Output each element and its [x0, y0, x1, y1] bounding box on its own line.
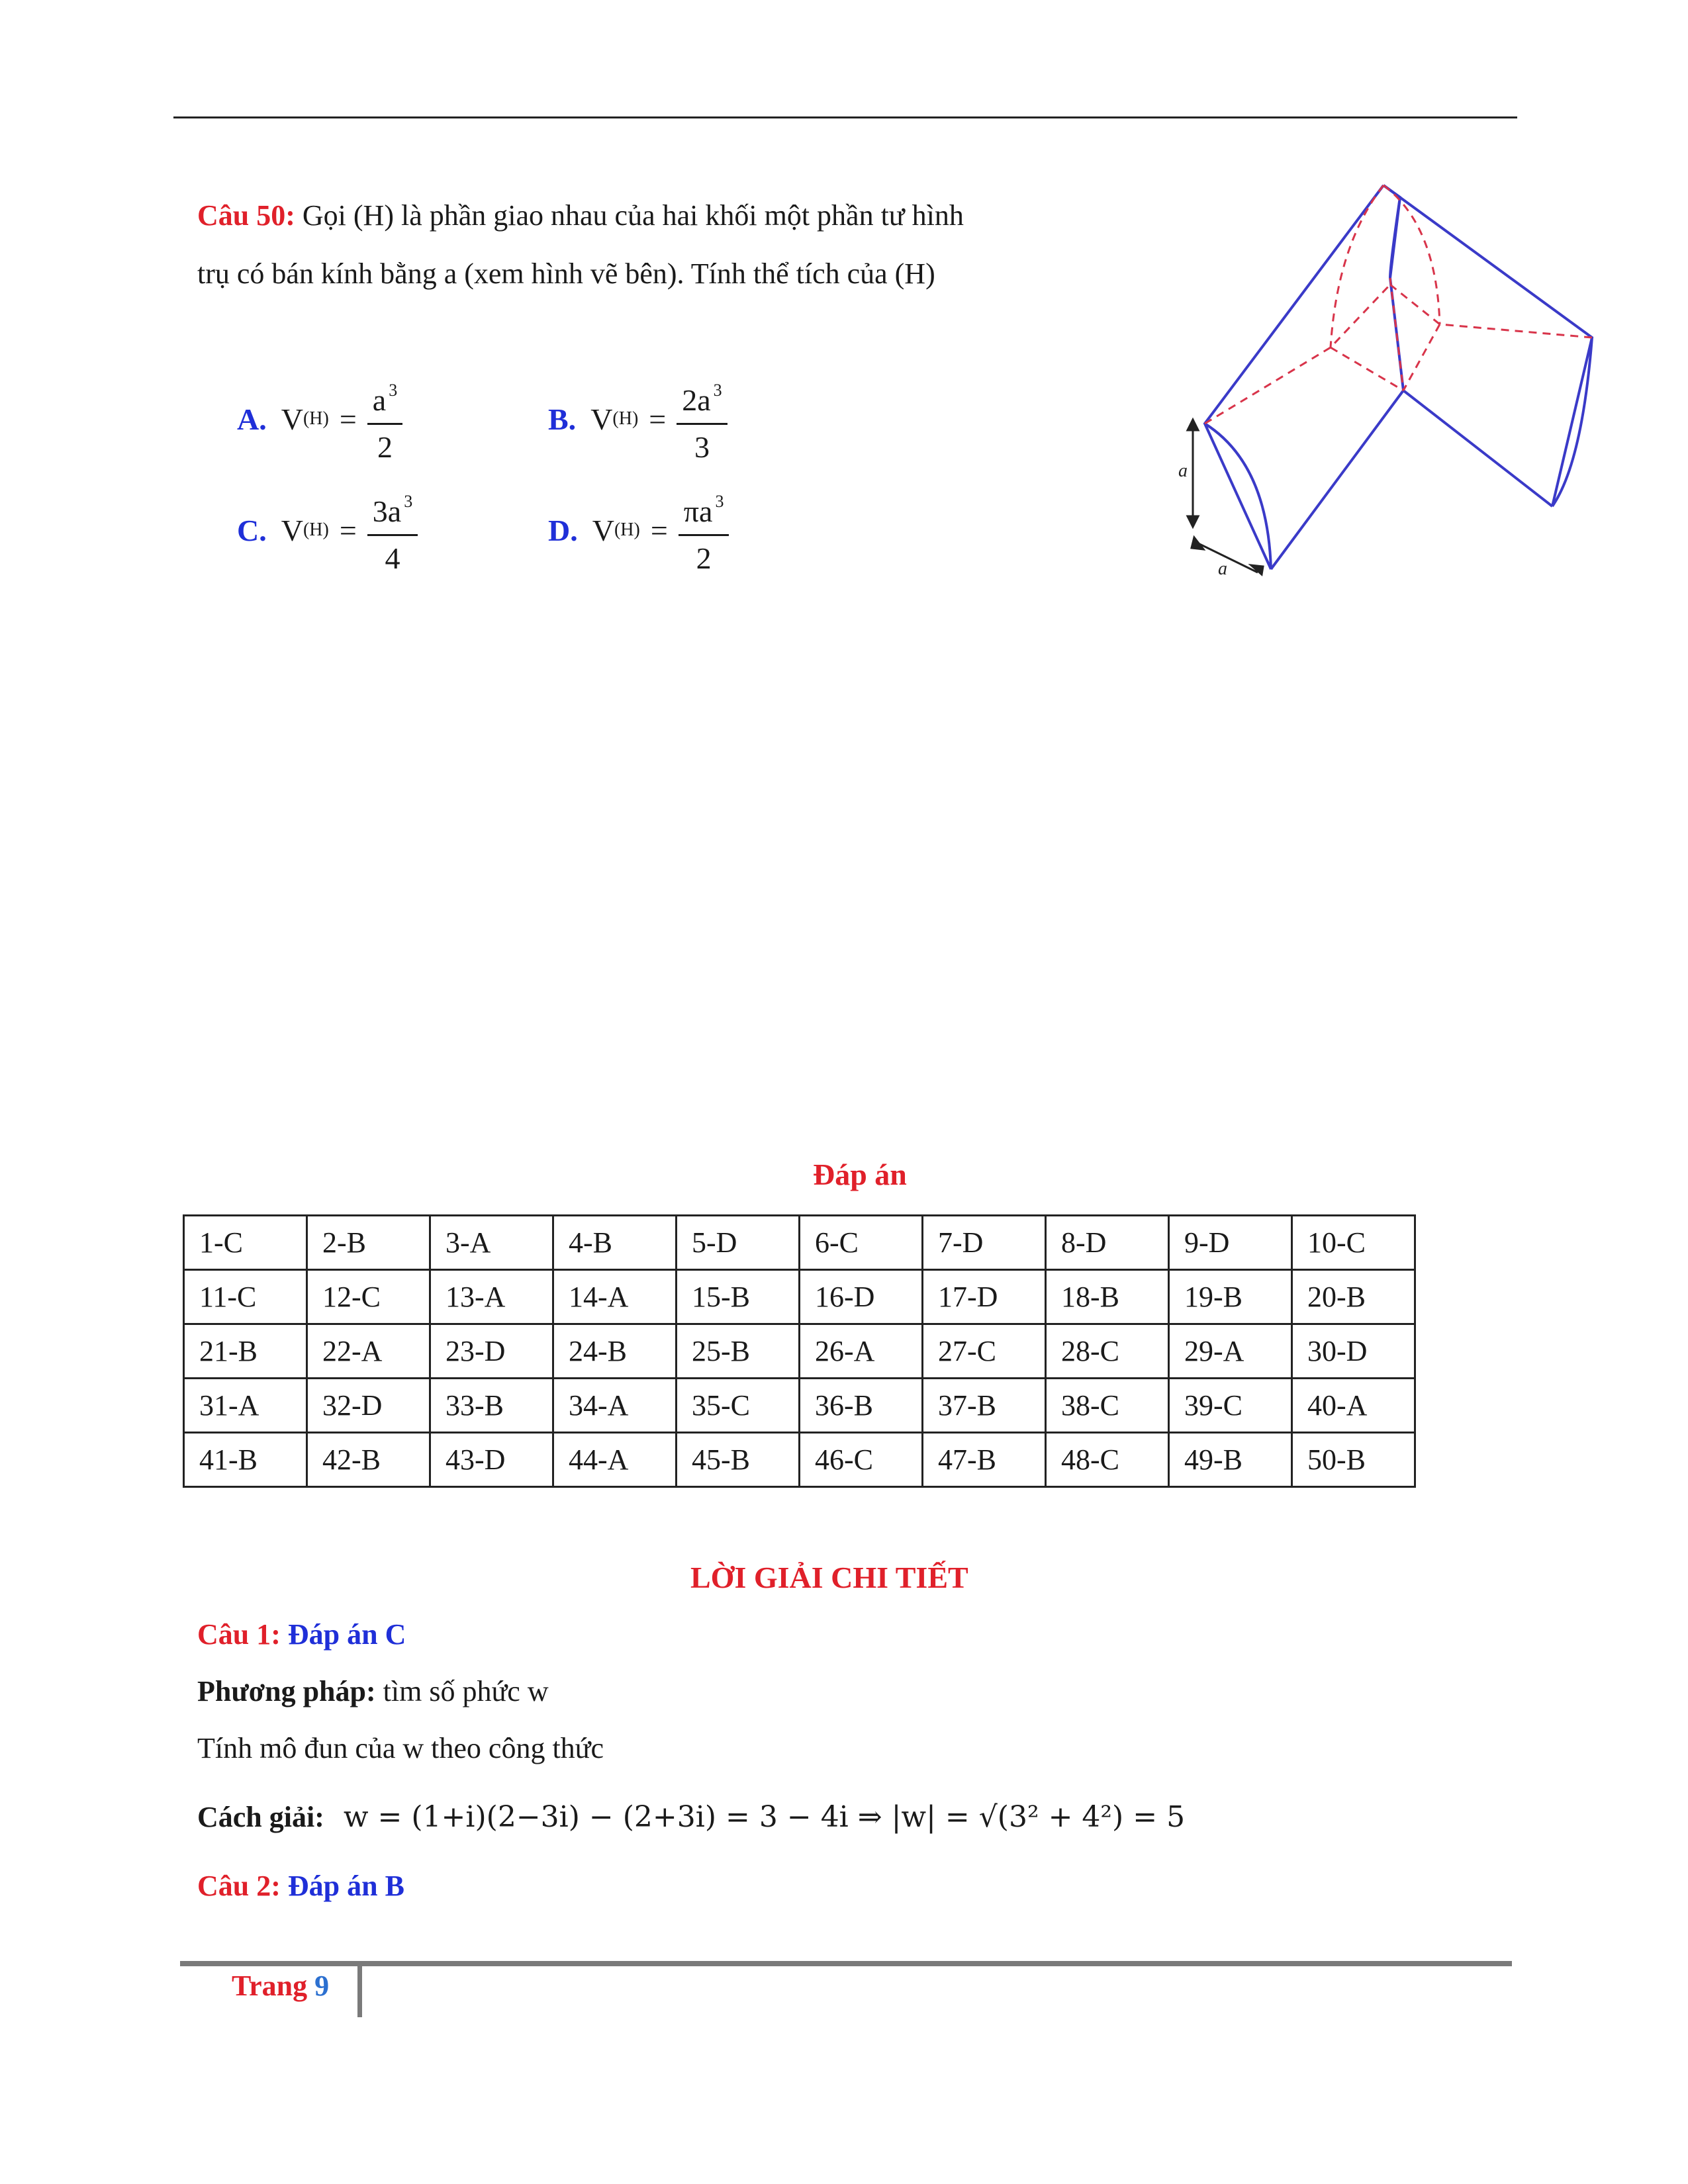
option-lhs: V	[281, 513, 303, 547]
answer-cell: 42-B	[307, 1433, 430, 1487]
hidden-edge-2	[1331, 347, 1403, 390]
answer-cell: 11-C	[184, 1270, 307, 1324]
figure-edge-bottom-left	[1271, 390, 1403, 569]
fraction-exponent: 3	[389, 381, 398, 400]
answer-cell: 34-A	[553, 1379, 677, 1433]
width-dimension-line	[1197, 543, 1258, 572]
q1-answer: Đáp án C	[287, 1618, 406, 1651]
answer-cell: 3-A	[430, 1216, 553, 1270]
answer-cell: 21-B	[184, 1324, 307, 1379]
figure-edge-left	[1205, 185, 1383, 569]
answer-cell: 23-D	[430, 1324, 553, 1379]
option-letter: C.	[237, 513, 267, 547]
hidden-arc-1	[1331, 185, 1383, 347]
q2-answer: Đáp án B	[287, 1870, 404, 1902]
answer-cell: 31-A	[184, 1379, 307, 1433]
fraction-denominator: 4	[385, 541, 400, 575]
answer-cell: 45-B	[677, 1433, 800, 1487]
fraction-numerator: a	[372, 383, 387, 417]
answer-cell: 7-D	[923, 1216, 1046, 1270]
answer-cell: 32-D	[307, 1379, 430, 1433]
figure-edge-bottom-right	[1403, 390, 1552, 506]
fraction-numerator: 2a	[682, 383, 711, 417]
height-arrow-bottom	[1188, 516, 1198, 527]
answer-cell: 20-B	[1292, 1270, 1415, 1324]
answer-cell: 40-A	[1292, 1379, 1415, 1433]
option-fraction	[367, 371, 402, 467]
answer-cell: 49-B	[1169, 1433, 1292, 1487]
answer-cell: 16-D	[800, 1270, 923, 1324]
answer-key-table	[183, 1214, 1416, 1488]
answer-cell: 26-A	[800, 1324, 923, 1379]
figure-label-width: a	[1218, 559, 1227, 579]
answer-cell: 1-C	[184, 1216, 307, 1270]
answer-cell: 43-D	[430, 1433, 553, 1487]
question-label: Câu 50:	[197, 199, 295, 232]
option-c: C. V (H) = $\frac{3a ^3}{4}$	[237, 482, 418, 578]
fraction-numerator: 3a	[372, 494, 402, 528]
answer-key-title: Đáp án	[813, 1158, 907, 1191]
answer-cell: 30-D	[1292, 1324, 1415, 1379]
footer-divider	[357, 1966, 362, 2017]
fraction-numerator: πa	[683, 494, 713, 528]
option-lhs: V	[590, 402, 613, 436]
answer-cell: 12-C	[307, 1270, 430, 1324]
answer-cell: 5-D	[677, 1216, 800, 1270]
answer-row	[184, 1433, 1415, 1487]
answer-cell: 33-B	[430, 1379, 553, 1433]
answer-cell: 36-B	[800, 1379, 923, 1433]
answer-row	[184, 1324, 1415, 1379]
quarter-cylinder-figure	[1178, 172, 1615, 596]
option-letter: D.	[548, 513, 578, 547]
fraction-exponent: 3	[715, 492, 724, 511]
option-lhs: V	[592, 513, 614, 547]
answer-row	[184, 1270, 1415, 1324]
q1-label: Câu 1:	[197, 1618, 281, 1651]
question-text-line1: Gọi (H) là phần giao nhau của hai khối một phần tư hình	[302, 199, 964, 232]
solutions-title: LỜI GIẢI CHI TIẾT	[690, 1561, 968, 1594]
answer-cell: 17-D	[923, 1270, 1046, 1324]
answer-cell: 35-C	[677, 1379, 800, 1433]
answer-row	[184, 1379, 1415, 1433]
answer-cell: 28-C	[1046, 1324, 1169, 1379]
option-fraction	[679, 482, 729, 578]
answer-cell: 44-A	[553, 1433, 677, 1487]
answer-cell: 46-C	[800, 1433, 923, 1487]
answer-cell: 14-A	[553, 1270, 677, 1324]
option-a: A. V (H) = $\frac{a ^3}{2}$	[237, 371, 402, 467]
solution-line	[197, 1799, 1185, 1836]
q2-heading	[197, 1868, 404, 1905]
footer-label: Trang	[232, 1970, 308, 2002]
answer-cell: 19-B	[1169, 1270, 1292, 1324]
solution-label: Cách giải:	[197, 1801, 324, 1833]
answer-cell: 47-B	[923, 1433, 1046, 1487]
hidden-edge-1	[1205, 285, 1390, 424]
option-b: B. V (H) = $\frac{2a ^3}{3}$	[548, 371, 727, 467]
answer-cell: 9-D	[1169, 1216, 1292, 1270]
answer-cell: 48-C	[1046, 1433, 1169, 1487]
option-subscript: (H)	[303, 408, 329, 429]
figure-edge-right	[1383, 185, 1592, 506]
page-footer	[232, 1969, 329, 2003]
answer-cell: 41-B	[184, 1433, 307, 1487]
answer-row	[184, 1216, 1415, 1270]
option-letter: B.	[548, 402, 577, 436]
option-fraction	[367, 482, 418, 578]
width-arrow-left	[1192, 537, 1203, 549]
method-line	[197, 1673, 549, 1710]
hidden-edge-3	[1390, 285, 1592, 338]
option-lhs: V	[281, 402, 303, 436]
option-subscript: (H)	[303, 520, 329, 540]
answer-cell: 4-B	[553, 1216, 677, 1270]
q2-label: Câu 2:	[197, 1870, 281, 1902]
answer-cell: 15-B	[677, 1270, 800, 1324]
answer-cell: 29-A	[1169, 1324, 1292, 1379]
option-subscript: (H)	[614, 520, 640, 540]
method-label: Phương pháp:	[197, 1675, 376, 1707]
hidden-edge-4	[1403, 324, 1440, 390]
answer-cell: 37-B	[923, 1379, 1046, 1433]
answer-cell: 27-C	[923, 1324, 1046, 1379]
option-letter: A.	[237, 402, 267, 436]
solution-expression: w = (1+i)(2−3i) − (2+3i) = 3 − 4i ⇒ |w| = √(3² + 4²) = 5	[343, 1800, 1186, 1834]
answer-cell: 38-C	[1046, 1379, 1169, 1433]
q1-heading	[197, 1616, 406, 1653]
footer-rule	[180, 1961, 1512, 1966]
header-rule	[173, 116, 1517, 118]
option-subscript: (H)	[612, 408, 639, 429]
answer-cell: 2-B	[307, 1216, 430, 1270]
fraction-exponent: 3	[713, 381, 722, 400]
answer-cell: 50-B	[1292, 1433, 1415, 1487]
option-d: D. V (H) = $\frac{\pi a ^3}{2}$	[548, 482, 729, 578]
fraction-exponent: 3	[404, 492, 413, 511]
question-text-line2: trụ có bán kính bằng a (xem hình vẽ bên). Tính thể tích của (H)	[197, 257, 935, 290]
page-number: 9	[314, 1970, 330, 2002]
question-50-line2	[197, 257, 1124, 291]
answer-cell: 8-D	[1046, 1216, 1169, 1270]
figure-label-height: a	[1178, 461, 1188, 481]
height-arrow-top	[1188, 420, 1198, 430]
fraction-denominator: 2	[377, 430, 393, 464]
question-50-line1	[197, 199, 1124, 233]
method-text: tìm số phức w	[383, 1675, 549, 1707]
answer-cell: 13-A	[430, 1270, 553, 1324]
answer-cell: 6-C	[800, 1216, 923, 1270]
answer-cell: 10-C	[1292, 1216, 1415, 1270]
fraction-denominator: 2	[696, 541, 712, 575]
option-fraction	[677, 371, 727, 467]
figure-arc-top	[1390, 197, 1400, 278]
fraction-denominator: 3	[694, 430, 710, 464]
answer-cell: 24-B	[553, 1324, 677, 1379]
answer-cell: 18-B	[1046, 1270, 1169, 1324]
method-line-2: Tính mô đun của w theo công thức	[197, 1732, 604, 1764]
answer-cell: 22-A	[307, 1324, 430, 1379]
answer-cell: 25-B	[677, 1324, 800, 1379]
answer-cell: 39-C	[1169, 1379, 1292, 1433]
